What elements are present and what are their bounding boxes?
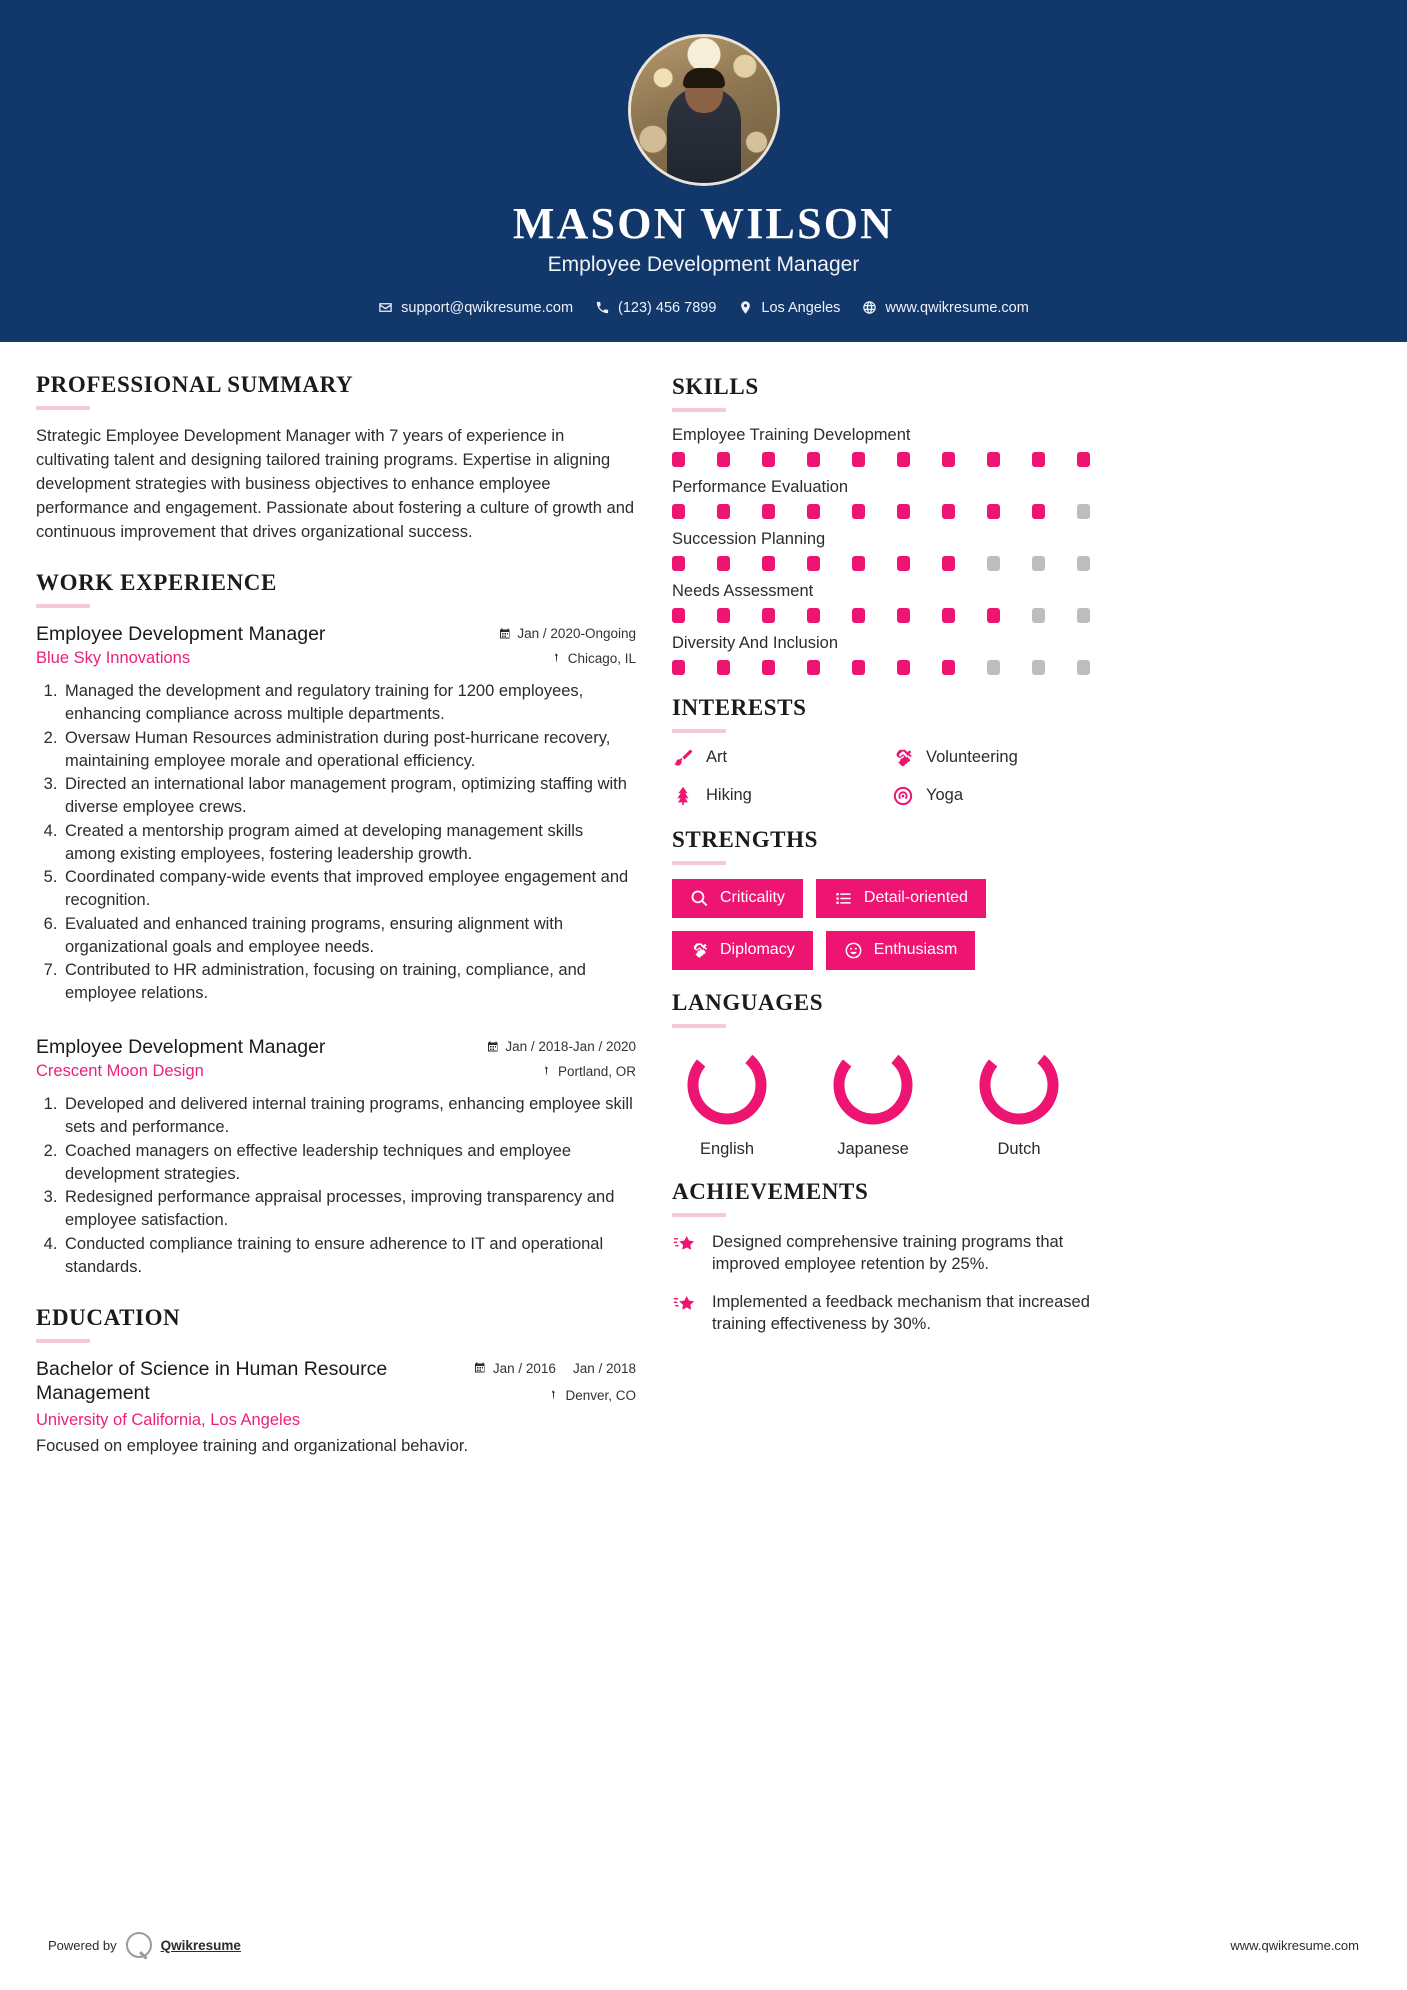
footer-website[interactable]: www.qwikresume.com: [1230, 1937, 1359, 1953]
skill-dot-filled: [942, 608, 955, 623]
contact-website-text: www.qwikresume.com: [885, 299, 1029, 316]
section-rule: [36, 406, 90, 410]
skill-dot-filled: [1077, 452, 1090, 467]
powered-by-label: Powered by: [48, 1937, 117, 1953]
right-column: [672, 372, 1102, 1457]
qwikresume-logo-icon: [126, 1932, 152, 1958]
skill-name: Diversity And Inclusion: [672, 633, 838, 652]
location-pin-icon: [738, 300, 753, 315]
list-item: 1. Managed the development and regulatory training for 1200 employees, enhancing compliance across multiple departments.: [62, 680, 636, 726]
list-item: 5. Coordinated company-wide events that improved employee engagement and recognition.: [62, 866, 636, 912]
education-location-text: Denver, CO: [565, 1388, 636, 1404]
section-heading-skills: SKILLS: [672, 373, 759, 399]
language-label: Dutch: [997, 1139, 1041, 1158]
section-heading-achievements: ACHIEVEMENTS: [672, 1178, 869, 1204]
work-location: [487, 1064, 636, 1079]
skill-dot-filled: [852, 660, 865, 675]
work-title: Employee Development Manager: [36, 1036, 326, 1058]
work-dates-text: Jan / 2020-Ongoing: [517, 625, 636, 641]
education-entry: [36, 1357, 636, 1457]
language-progress-ring: [830, 1042, 916, 1128]
list-item: 3. Directed an international labor management program, optimizing staffing with diverse employee crews.: [62, 773, 636, 819]
globe-icon: [862, 300, 877, 315]
skill-dot-filled: [717, 452, 730, 467]
list-icon: [834, 889, 853, 908]
strength-badge: [672, 931, 813, 970]
resume-body: [0, 342, 1407, 1457]
skill-dot-filled: [897, 452, 910, 467]
avatar-hair: [683, 68, 725, 88]
job-role-subtitle: Employee Development Manager: [547, 252, 860, 276]
skill-dot-filled: [717, 660, 730, 675]
skill-dot-filled: [672, 608, 685, 623]
skill-dot-empty: [1077, 660, 1090, 675]
skill-dot-filled: [1032, 504, 1045, 519]
list-item: 2. Oversaw Human Resources administration during post-hurricane recovery, maintaining employee morale and operational efficiency.: [62, 727, 636, 773]
contact-phone-text: (123) 456 7899: [618, 299, 717, 316]
skill-dot-empty: [1032, 660, 1045, 675]
skill-dot-filled: [852, 504, 865, 519]
skill-dot-filled: [897, 556, 910, 571]
section-heading-summary: PROFESSIONAL SUMMARY: [36, 371, 354, 397]
skill-dot-empty: [1032, 608, 1045, 623]
language-progress-ring: [684, 1042, 770, 1128]
strength-badge: [816, 879, 986, 918]
skill-dot-filled: [717, 504, 730, 519]
contact-location-text: Los Angeles: [761, 299, 841, 316]
skill-dot-filled: [807, 504, 820, 519]
interests-list: [672, 747, 1102, 807]
work-meta: [487, 1035, 636, 1079]
section-rule: [672, 408, 726, 412]
brand-block: [48, 1932, 241, 1958]
calendar-icon: [487, 1040, 499, 1053]
skill-row: [672, 478, 1102, 519]
paintbrush-icon: [672, 747, 694, 769]
skill-dot-filled: [897, 660, 910, 675]
map-pin-icon: [540, 1065, 552, 1078]
skill-dot-filled: [762, 452, 775, 467]
list-item: 1. Developed and delivered internal training programs, enhancing employee skill sets and performance.: [62, 1093, 636, 1139]
skill-dot-filled: [1032, 452, 1045, 467]
work-entry-header: [36, 1035, 636, 1081]
contact-location: [738, 300, 840, 316]
skill-dot-filled: [942, 452, 955, 467]
section-interests: [672, 695, 1102, 807]
skill-row: [672, 530, 1102, 571]
language-label: English: [699, 1139, 755, 1158]
smiley-icon: [844, 941, 863, 960]
skill-dot-filled: [762, 608, 775, 623]
skill-row: [672, 634, 1102, 675]
skill-dot-filled: [807, 452, 820, 467]
contact-email[interactable]: [378, 300, 573, 316]
interest-label: Volunteering: [926, 748, 1018, 767]
language-item: [818, 1042, 928, 1159]
summary-text: Strategic Employee Development Manager with 7 years of experience in cultivating talent and designing tailored training programs. Expertise in aligning development strategies with business objectives to enhance employee performance and engagement. Passionate about fostering a culture of growth and continuous improvement that drives organizational success.: [36, 426, 635, 541]
section-work-experience: [36, 570, 636, 1279]
section-heading-education: EDUCATION: [36, 1304, 181, 1330]
skill-dot-filled: [717, 556, 730, 571]
calendar-icon: [474, 1361, 486, 1374]
handshake-icon: [892, 747, 914, 769]
skill-name: Needs Assessment: [672, 581, 814, 600]
languages-list: [672, 1042, 1102, 1159]
skill-dot-empty: [1077, 504, 1090, 519]
list-item: 3. Redesigned performance appraisal processes, improving transparency and employee satisfaction.: [62, 1186, 636, 1232]
list-item: 4. Conducted compliance training to ensure adherence to IT and operational standards.: [62, 1233, 636, 1279]
education-school: University of California, Los Angeles: [36, 1411, 301, 1430]
star-burst-icon: [672, 1291, 698, 1317]
brand-name-link[interactable]: Qwikresume: [160, 1937, 241, 1953]
map-pin-icon: [550, 652, 562, 665]
work-bullets: [36, 680, 636, 1005]
skill-dot-filled: [762, 660, 775, 675]
work-dates-text: Jan / 2018-Jan / 2020: [505, 1039, 636, 1054]
skills-list: [672, 426, 1102, 675]
envelope-icon: [378, 300, 393, 315]
strength-badge: [826, 931, 976, 970]
resume-header: [0, 0, 1407, 342]
section-heading-interests: INTERESTS: [672, 694, 807, 720]
list-item: 4. Created a mentorship program aimed at developing management skills among existing employees, fostering leadership growth.: [62, 820, 636, 866]
map-pin-icon: [547, 1389, 559, 1402]
skill-dot-filled: [762, 504, 775, 519]
strength-label: Diplomacy: [720, 941, 795, 959]
skill-dot-empty: [987, 556, 1000, 571]
skill-row: [672, 582, 1102, 623]
skill-rating-dots: [672, 608, 1102, 623]
skill-dot-filled: [852, 556, 865, 571]
skill-dot-filled: [807, 556, 820, 571]
contact-website[interactable]: [862, 300, 1028, 316]
phone-icon: [595, 300, 610, 315]
education-location: [474, 1388, 636, 1403]
skill-dot-filled: [807, 608, 820, 623]
list-item: 2. Coached managers on effective leadership techniques and employee development strategies.: [62, 1140, 636, 1186]
work-company: Blue Sky Innovations: [36, 649, 191, 668]
achievement-text: Designed comprehensive training programs that improved employee retention by 25%.: [712, 1232, 1064, 1273]
skill-dot-empty: [1032, 556, 1045, 571]
education-date-end: Jan / 2018: [572, 1360, 636, 1376]
section-rule: [36, 604, 90, 608]
section-heading-languages: LANGUAGES: [672, 989, 824, 1015]
skill-dot-filled: [762, 556, 775, 571]
list-item: 6. Evaluated and enhanced training programs, ensuring alignment with organizational goals and employee needs.: [62, 913, 636, 959]
section-rule: [672, 1213, 726, 1217]
skill-name: Succession Planning: [672, 529, 826, 548]
skill-dot-empty: [1077, 556, 1090, 571]
handshake-icon: [690, 941, 709, 960]
work-meta: [499, 622, 636, 666]
work-title: Employee Development Manager: [36, 622, 326, 645]
skill-dot-filled: [942, 556, 955, 571]
skill-dot-filled: [987, 452, 1000, 467]
skill-dot-filled: [717, 608, 730, 623]
skill-dot-filled: [942, 504, 955, 519]
language-item: [672, 1042, 782, 1159]
skill-dot-filled: [672, 660, 685, 675]
language-item: [964, 1042, 1074, 1159]
language-label: Japanese: [837, 1139, 909, 1158]
skill-row: [672, 426, 1102, 467]
list-item: [892, 747, 1102, 769]
skill-dot-empty: [1077, 608, 1090, 623]
section-heading-work: WORK EXPERIENCE: [36, 569, 277, 595]
section-strengths: [672, 827, 1102, 970]
section-professional-summary: [36, 372, 636, 544]
section-heading-strengths: STRENGTHS: [672, 826, 819, 852]
magnifier-icon: [690, 889, 709, 908]
skill-dot-filled: [897, 608, 910, 623]
achievements-list: [672, 1231, 1102, 1336]
skill-dot-filled: [672, 452, 685, 467]
skill-rating-dots: [672, 660, 1102, 675]
skill-name: Performance Evaluation: [672, 477, 849, 496]
strength-label: Criticality: [720, 889, 785, 907]
skill-dot-empty: [987, 660, 1000, 675]
calendar-icon: [499, 627, 511, 640]
section-languages: [672, 990, 1102, 1159]
strength-label: Enthusiasm: [873, 941, 958, 959]
section-education: [36, 1305, 636, 1457]
section-skills: [672, 374, 1102, 675]
list-item: [672, 785, 882, 807]
left-column: [36, 372, 636, 1457]
strengths-list: [672, 879, 1102, 970]
language-progress-ring: [976, 1042, 1062, 1128]
skill-dot-filled: [897, 504, 910, 519]
list-item: [892, 785, 1102, 807]
skill-rating-dots: [672, 504, 1102, 519]
education-dates: [474, 1357, 636, 1377]
list-item: [672, 1291, 1102, 1336]
skill-dot-filled: [987, 608, 1000, 623]
skill-dot-filled: [807, 660, 820, 675]
work-company: Crescent Moon Design: [36, 1062, 204, 1081]
section-rule: [672, 1024, 726, 1028]
work-location: [499, 651, 636, 666]
work-dates: [487, 1039, 636, 1054]
work-dates: [499, 626, 636, 641]
education-date-start: Jan / 2016: [492, 1360, 556, 1376]
education-entry-header: [36, 1357, 636, 1406]
skill-dot-filled: [987, 504, 1000, 519]
interest-label: Hiking: [706, 786, 752, 805]
contact-phone[interactable]: [595, 300, 716, 316]
list-item: [672, 747, 882, 769]
skill-dot-filled: [672, 504, 685, 519]
work-location-text: Chicago, IL: [567, 650, 636, 666]
strength-label: Detail-oriented: [863, 889, 968, 907]
section-rule: [672, 861, 726, 865]
interest-label: Art: [706, 748, 728, 767]
section-rule: [36, 1339, 90, 1343]
section-rule: [672, 729, 726, 733]
tree-icon: [672, 785, 694, 807]
work-location-text: Portland, OR: [557, 1064, 636, 1079]
skill-dot-filled: [852, 452, 865, 467]
page-title: MASON WILSON: [512, 199, 895, 248]
section-achievements: [672, 1179, 1102, 1336]
interest-label: Yoga: [926, 786, 964, 805]
skill-rating-dots: [672, 556, 1102, 571]
page-footer: [0, 1932, 1407, 1958]
star-burst-icon: [672, 1231, 698, 1257]
avatar: [628, 34, 780, 186]
skill-dot-filled: [672, 556, 685, 571]
skill-name: Employee Training Development: [672, 425, 911, 444]
contact-email-text: support@qwikresume.com: [401, 299, 574, 316]
education-degree: Bachelor of Science in Human Resource Management: [36, 1357, 388, 1404]
education-description: Focused on employee training and organizational behavior.: [36, 1437, 469, 1456]
skill-rating-dots: [672, 452, 1102, 467]
work-bullets: [36, 1093, 636, 1278]
work-entry-header: [36, 622, 636, 668]
achievement-text: Implemented a feedback mechanism that increased training effectiveness by 30%.: [712, 1293, 1090, 1334]
work-entry: [36, 622, 636, 1005]
contact-bar: [0, 300, 1407, 316]
skill-dot-filled: [852, 608, 865, 623]
strength-badge: [672, 879, 803, 918]
list-item: 7. Contributed to HR administration, focusing on training, compliance, and employee relations.: [62, 959, 636, 1005]
yoga-icon: [892, 785, 914, 807]
skill-dot-filled: [942, 660, 955, 675]
work-entry: [36, 1035, 636, 1279]
list-item: [672, 1231, 1102, 1276]
